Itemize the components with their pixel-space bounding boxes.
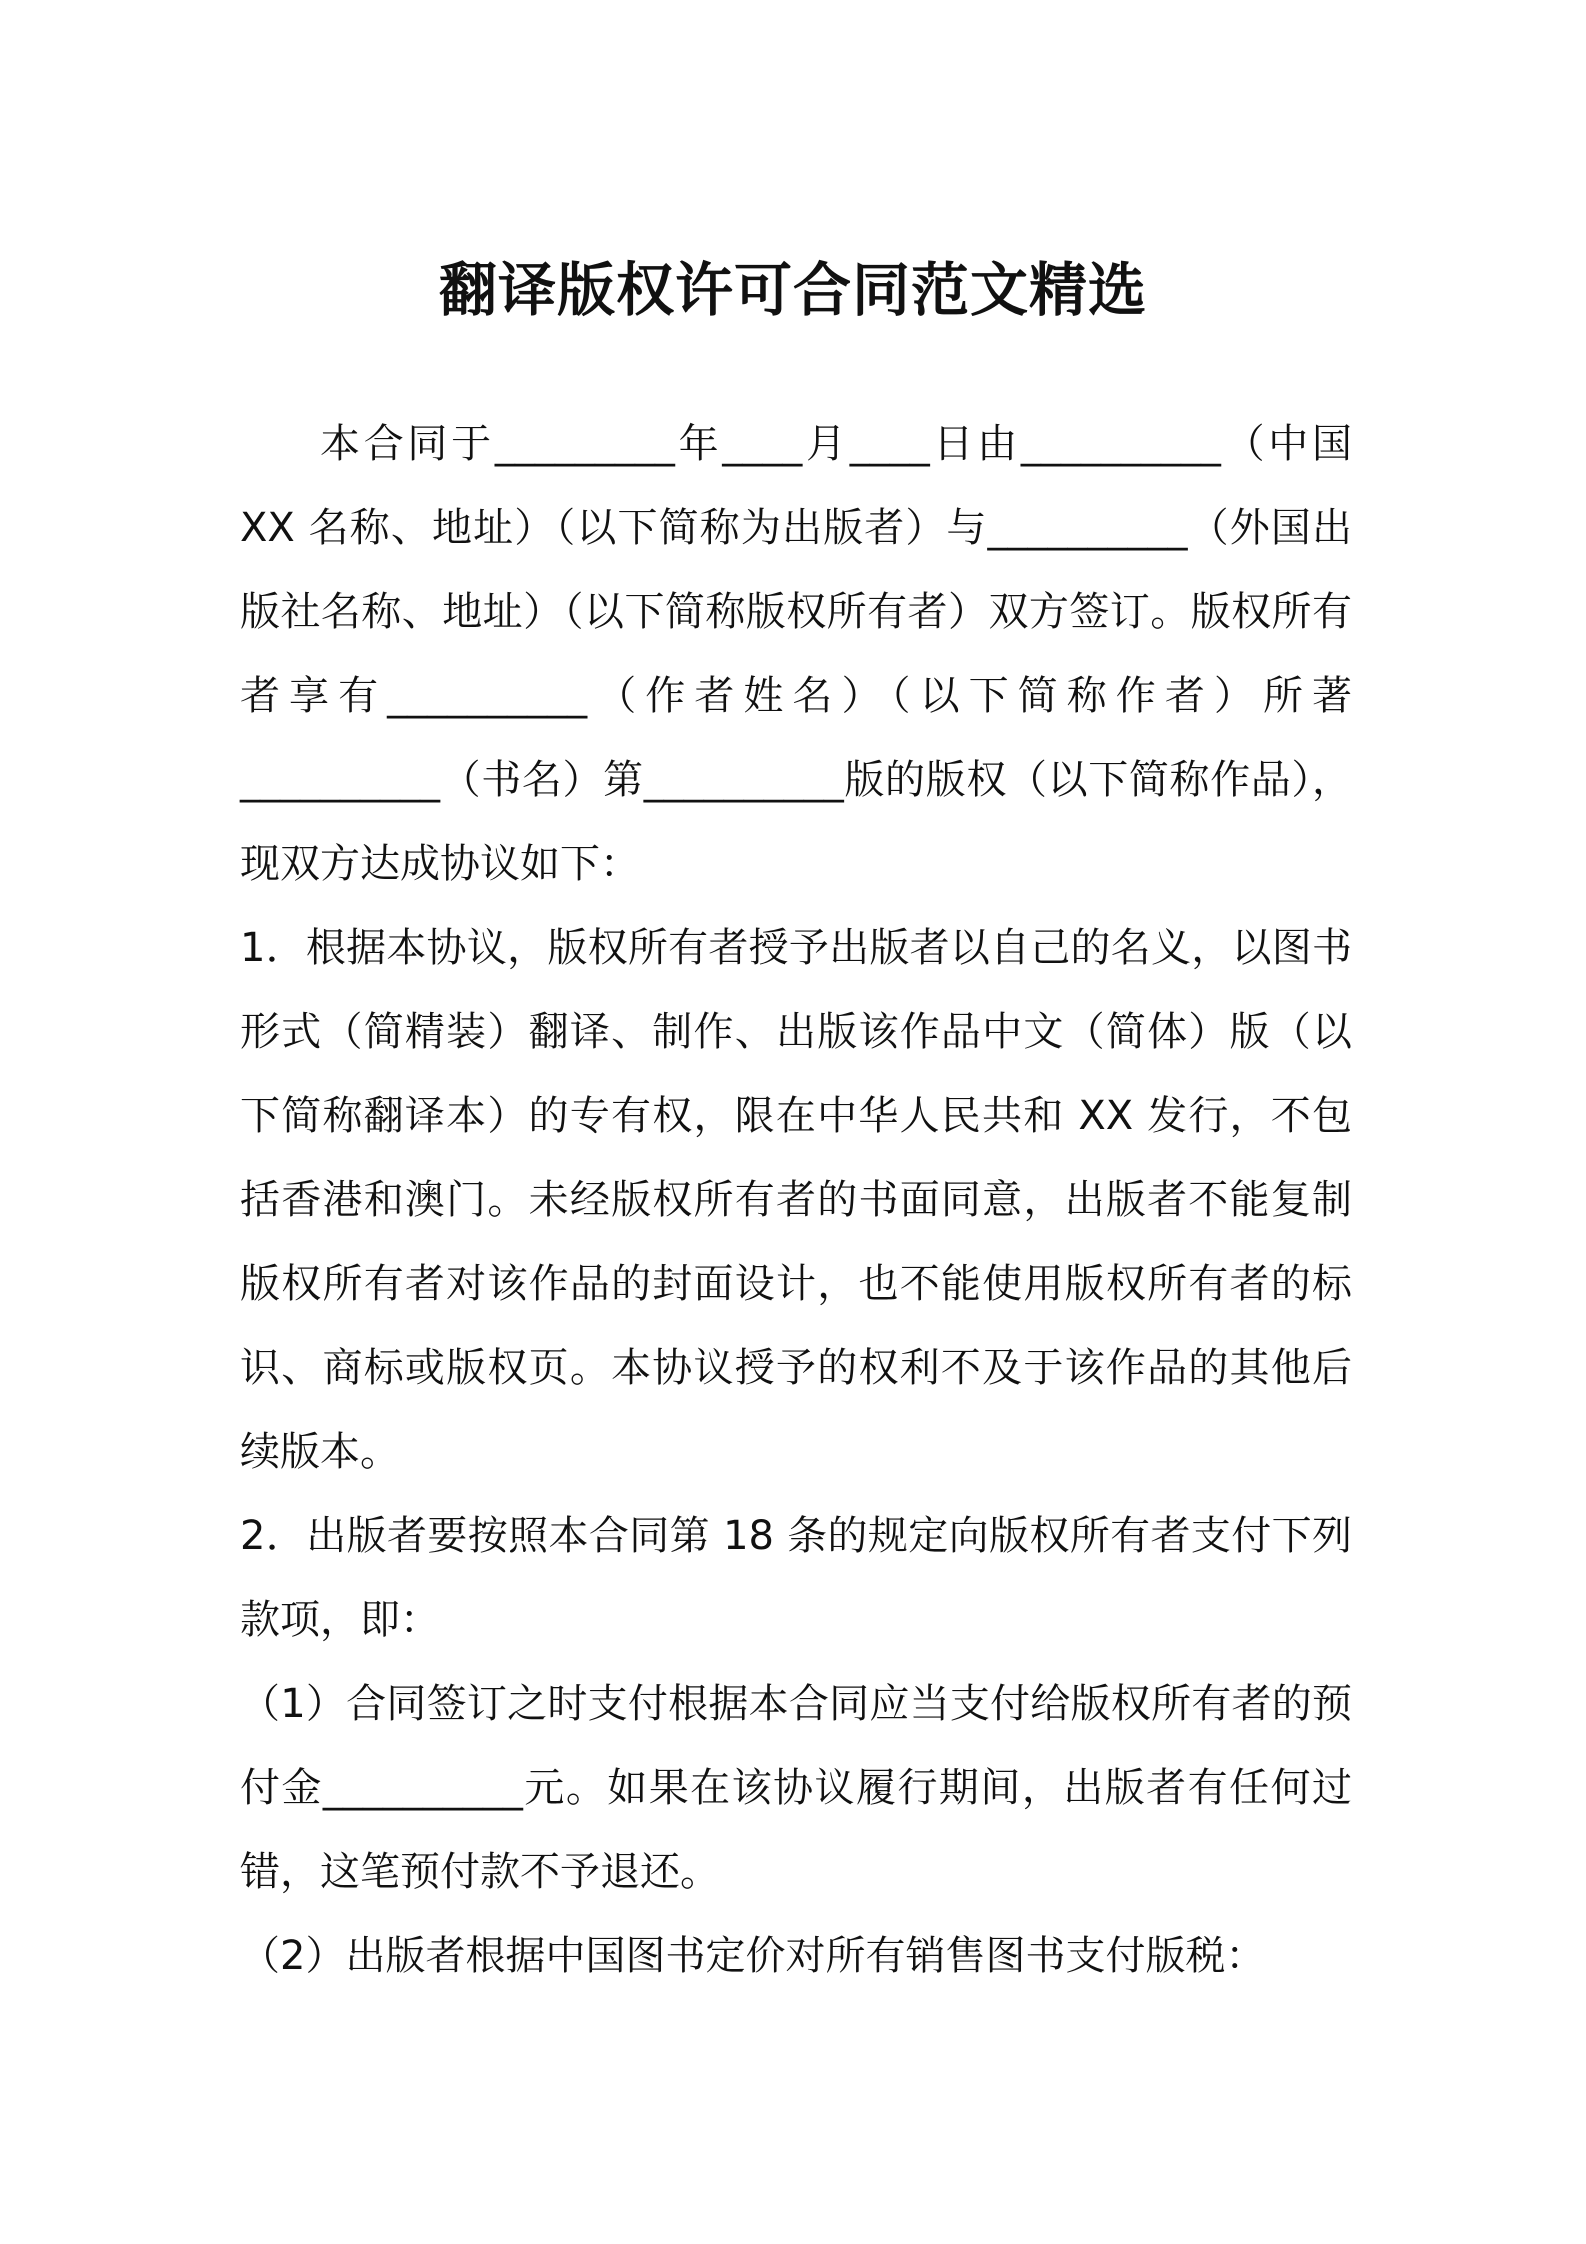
- contract-intro-paragraph: 本合同于_________年____月____日由__________（中国 XX 名称、地址）（以下简称为出版者）与__________（外国出版社名称、地址）（以下简称版权所有者）双方签订。版权所有者享有__________（作者姓名）（以下简称作者）所著__________（书名）第__________版的版权（以下简称作品），现双方达成协议如下：: [240, 421, 1352, 887]
- clause-2-paragraph: 2．出版者要按照本合同第 18 条的规定向版权所有者支付下列款项，即：: [240, 1513, 1352, 1643]
- clause-2-item-1-paragraph: （1）合同签订之时支付根据本合同应当支付给版权所有者的预付金__________元。如果在该协议履行期间，出版者有任何过错，这笔预付款不予退还。: [240, 1681, 1352, 1895]
- clause-2-item-2-paragraph: （2）出版者根据中国图书定价对所有销售图书支付版税：: [240, 1933, 1266, 1979]
- document-title: 翻译版权许可合同范文精选: [438, 256, 1147, 324]
- document-body: [240, 402, 1352, 1998]
- clause-1-paragraph: 1．根据本协议，版权所有者授予出版者以自己的名义，以图书形式（简精装）翻译、制作、出版该作品中文（简体）版（以下简称翻译本）的专有权，限在中华人民共和 XX 发行，不包括香港和澳门。未经版权所有者的书面同意，出版者不能复制版权所有者对该作品的封面设计，也不能使用版权所有者的标识、商标或版权页。本协议授予的权利不及于该作品的其他后续版本。: [240, 925, 1352, 1475]
